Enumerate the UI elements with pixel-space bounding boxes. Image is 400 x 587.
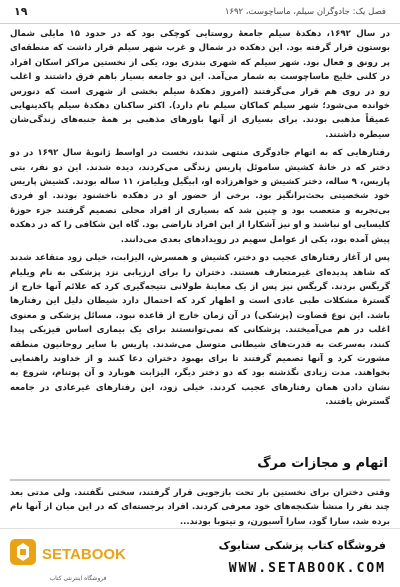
section-heading: اتهام و مجازات مرگ	[257, 456, 388, 471]
chapter-title: فصل یک: جادوگران سیلم، ماساچوست، ۱۶۹۲	[224, 6, 386, 17]
logo-subtitle: فروشگاه اینترنتی کتاب	[49, 575, 107, 582]
store-name: فروشگاه کتاب پزشکی ستابوک	[218, 539, 386, 552]
page-header	[0, 0, 400, 24]
logo-wordmark: SETABOOK	[42, 546, 126, 563]
setabook-logo[interactable]	[8, 535, 128, 581]
paragraph-3: پس از آغاز رفتارهای عجیب دو دختر، کشیش و همسرش، الیزابت، خیلی زود متقاعد شدند که شاهد پدیده‌ای غیرمتعارف هستند. دختران را برای ارزیابی نزد پزشکی به نام ویلیام گریگس بردند. گریگس نیز پس از یک معاینهٔ طولانی نتیجه‌گیری کرد که علائم آنها خارج از گسترهٔ مشکلات طبی عادی است و اظهار کرد که احتمال دارد شیطان دلیل این رفتارها باشد. این نوع قضاوت (پزشکی) در آن زمان خارج از قاعده نبود. مسائل پزشکی و معنوی اغلب در هم می‌آمیختند. پزشکانی که نمی‌توانستند برای یک بیماری اساس فیزیکی پیدا کنند، به‌سرعت به قدرت‌های شیطانی متوسل می‌شدند. پاریس با سایر روحانیون منطقه مشورت کرد و آنها تصمیم گرفتند تا برای بهبود دختران دعا کنند و از خداوند راهنمایی بخواهند. مدت زیادی نگذشته بود که دو دختر دیگر، الیزابت هوبارد و آن پوتنام، شروع به نشان دادن همان رفتارهای عجیب کردند. خیلی زود، این رفتارهای غیرعادی در جامعه گسترش یافتند.	[10, 253, 390, 408]
page-number: ۱۹	[14, 5, 28, 18]
paragraph-2: رفتارهایی که به اتهام جادوگری منتهی شدند، نخست در اواسط ژانویهٔ سال ۱۶۹۲ در دو دختر که در خانهٔ کشیش ساموئل پاریس زندگی می‌کردند، دیده شدند. این دو نفر، بتی پاریس، ۹ ساله، دختر کشیش و خواهرزاده او، ابیگیل ویلیامز، ۱۱ ساله بودند. کشیش پاریس خود شخصیتی بحث‌برانگیز بود. برخی از حضور او در دهکده ناخشنود بودند. او فردی بی‌تجربه و متعصب بود و چنین شد که بسیاری از افراد محلی تصمیم گرفتند جزء حوزهٔ کلیسایی او نباشند و او نیز آشکارا از این افراد ناراضی بود. گاه این شکافی را که در دهکده پیش آمده بود، یکی از عوامل سهیم در رویدادهای بعدی می‌دانند.	[10, 148, 390, 245]
body-text	[10, 27, 390, 414]
store-url-link[interactable]: WWW.SETABOOK.COM	[228, 561, 386, 576]
footer-banner	[0, 528, 400, 587]
paragraph-1: در سال ۱۶۹۲، دهکدهٔ سیلم جامعهٔ روستایی کوچکی بود که در حدود ۱۵ مایلی شمال بوستون قرار گرفته بود. این دهکده در شمال و غرب شهر سیلم قرار داشت که منطقه‌ای پر رونق و فعال بود. شهر سیلم که شهری بندری بود، یکی از نخستین مراکز اسکان افراد در کلنی خلیج ماساچوست به شمار می‌آمد. این دو جامعه بسیار باهم فرق داشتند و اغلب رو در روی هم قرار می‌گرفتند (امروز دهکدهٔ سیلم بخشی از شهری است که دنورس خوانده می‌شود؛ شهر سیلم کماکان سیلم نام دارد). اکثر ساکنان دهکدهٔ سیلم پاکدینهایی عمیقاً مذهبی بودند. برای بسیاری از آنها باورهای مذهبی بر همهٔ جنبه‌های زندگی‌شان سیطره داشتند.	[10, 29, 391, 140]
section-first-paragraph: وقتی دختران برای نخستین بار تحت بازجویی قرار گرفتند، سخنی نگفتند. ولی مدتی بعد چند نفر را منشأ شکنجه‌های خود معرفی کردند. افراد برجسته‌ای که در این میان از آنها نام برده شد، سارا گود، سارا آسبورن، و تیتوبا بودند...	[10, 488, 390, 527]
setabook-logo-icon	[8, 535, 128, 569]
section-divider	[10, 479, 390, 481]
